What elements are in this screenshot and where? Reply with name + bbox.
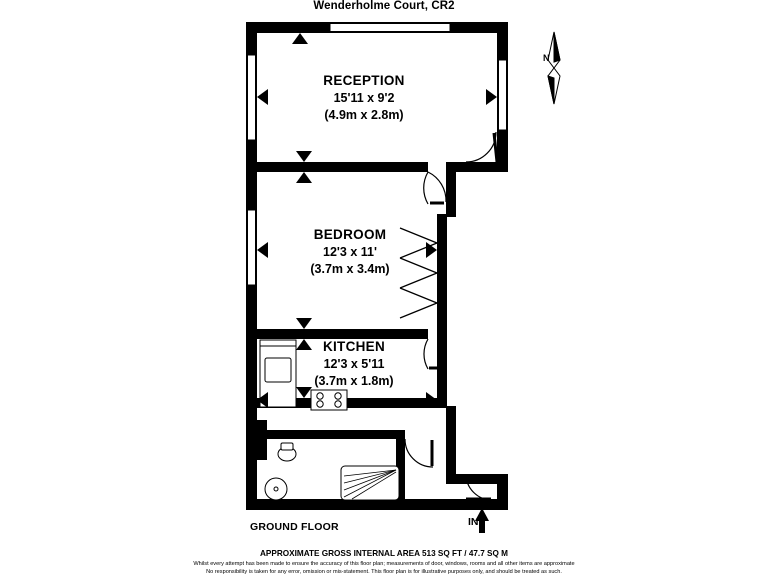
compass-icon bbox=[548, 32, 560, 104]
compass-north-label: N bbox=[543, 53, 550, 63]
disclaimer bbox=[0, 560, 768, 576]
room-dim-imperial-bedroom: 12'3 x 11' bbox=[323, 245, 377, 260]
room-dim-metric-reception: (4.9m x 2.8m) bbox=[324, 108, 404, 123]
entrance-label: IN bbox=[468, 516, 479, 528]
page-title: Wenderholme Court, CR2 bbox=[313, 0, 455, 12]
room-dim-metric-bedroom: (3.7m x 3.4m) bbox=[310, 262, 390, 277]
room-dim-imperial-reception: 15'11 x 9'2 bbox=[333, 91, 395, 106]
room-name-reception: RECEPTION bbox=[323, 73, 405, 88]
room-label-bedroom bbox=[254, 226, 446, 278]
disclaimer-line-1: Whilst every attempt has been made to ensure the accuracy of this floor plan; measurements of door, windows, rooms and all other items are approximate bbox=[193, 561, 575, 567]
room-label-kitchen bbox=[258, 338, 450, 390]
room-name-bedroom: BEDROOM bbox=[313, 227, 387, 242]
room-dim-imperial-kitchen: 12'3 x 5'11 bbox=[323, 357, 385, 372]
disclaimer-line-2: No responsibility is taken for any error, omission or mis-statement. This floor plan is for illustrative purposes only, and should be treated as such. bbox=[206, 569, 562, 576]
room-label-reception bbox=[268, 72, 460, 124]
floor-label: GROUND FLOOR bbox=[250, 521, 339, 533]
room-dim-metric-kitchen: (3.7m x 1.8m) bbox=[314, 374, 394, 389]
room-name-kitchen: KITCHEN bbox=[322, 339, 386, 354]
gross-internal-area-text: APPROXIMATE GROSS INTERNAL AREA 513 SQ FT / 47.7 SQ M bbox=[260, 549, 508, 558]
